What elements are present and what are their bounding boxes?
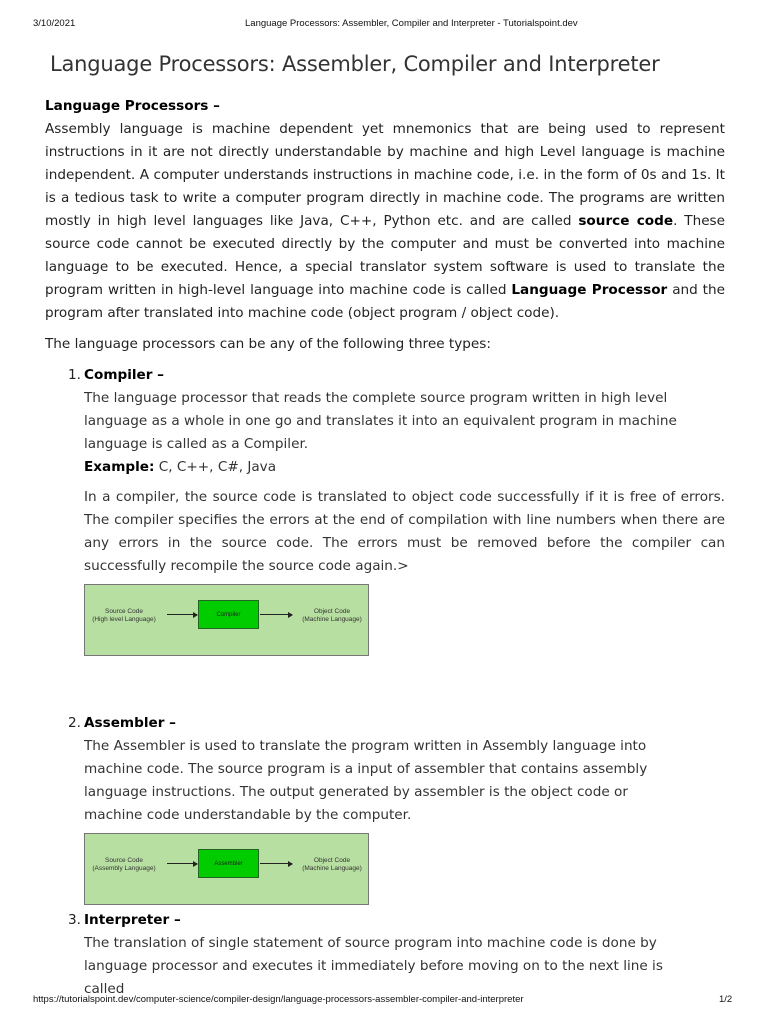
types-intro: The language processors can be any of the following three types:	[45, 336, 491, 352]
print-page-number: 1/2	[719, 994, 733, 1005]
compiler-box: Compiler	[198, 600, 259, 629]
diagram-source-label: Source Code (High level Language)	[92, 608, 156, 623]
list-item-interpreter	[45, 909, 725, 1001]
arrow-right-icon	[260, 614, 292, 615]
print-url: https://tutorialspoint.dev/computer-science/compiler-design/language-processors-assembler-compiler-and-interpreter	[33, 994, 524, 1005]
example-label: Example:	[84, 459, 155, 475]
compiler-example: Example: C, C++, C#, Java	[84, 459, 277, 475]
page-title: Language Processors: Assembler, Compiler and Interpreter	[50, 52, 660, 76]
section-heading: Language Processors –	[45, 98, 220, 114]
compiler-description: The language processor that reads the complete source program written in high level language as a whole in one go and translates it into an equivalent program in machine language is called as a Compiler.	[84, 390, 677, 452]
compiler-heading: Compiler –	[84, 367, 164, 383]
interpreter-heading: Interpreter –	[84, 912, 181, 928]
print-doc-title: Language Processors: Assembler, Compiler and Interpreter - Tutorialspoint.dev	[245, 18, 578, 29]
list-item-assembler	[45, 712, 725, 905]
diagram-source-label: Source Code (Assembly Language)	[92, 857, 156, 872]
arrow-right-icon	[167, 863, 197, 864]
compiler-errors-paragraph: In a compiler, the source code is translated to object code successfully if it is free of errors. The compiler specifies the errors at the end of compilation with line numbers when there are any errors in the source code. The errors must be removed before the compiler can successfully recompile the source code again.>	[84, 489, 725, 574]
list-item-compiler	[45, 364, 725, 656]
diagram-object-label: Object Code (Machine Language)	[302, 608, 362, 623]
arrow-right-icon	[260, 863, 292, 864]
term-source-code: source code	[578, 213, 674, 229]
interpreter-description: The translation of single statement of source program into machine code is done by language processor and executes it immediately before moving on to the next line is called	[84, 935, 663, 997]
print-date: 3/10/2021	[33, 18, 76, 29]
assembler-box: Assembler	[198, 849, 259, 878]
diagram-object-label: Object Code (Machine Language)	[302, 857, 362, 872]
article-body	[45, 95, 725, 1001]
list-number: 1.	[68, 367, 81, 383]
list-number: 3.	[68, 912, 81, 928]
term-language-processor: Language Processor	[511, 282, 668, 298]
assembler-diagram	[84, 833, 369, 905]
list-number: 2.	[68, 715, 81, 731]
assembler-description: The Assembler is used to translate the program written in Assembly language into machine code. The source program is a input of assembler that contains assembly language instructions. The output generated by assembler is the object code or machine code understandable by the computer.	[84, 738, 648, 823]
intro-paragraph: Assembly language is machine dependent yet mnemonics that are being used to represent instructions in it are not directly understandable by machine and high Level language is machine independent. A computer understands instructions in machine code, i.e. in the form of 0s and 1s. It is a tedious task to write a computer program directly in machine code. The programs are written mostly in high level languages like Java, C++, Python etc. and are called source code. These source code cannot be executed directly by the computer and must be converted into machine language to be executed. Hence, a special translator system software is used to translate the program written in high-level language into machine code is called Language Processor and the program after translated into machine code (object program / object code).	[45, 121, 726, 321]
arrow-right-icon	[167, 614, 197, 615]
compiler-diagram	[84, 584, 369, 656]
assembler-heading: Assembler –	[84, 715, 176, 731]
